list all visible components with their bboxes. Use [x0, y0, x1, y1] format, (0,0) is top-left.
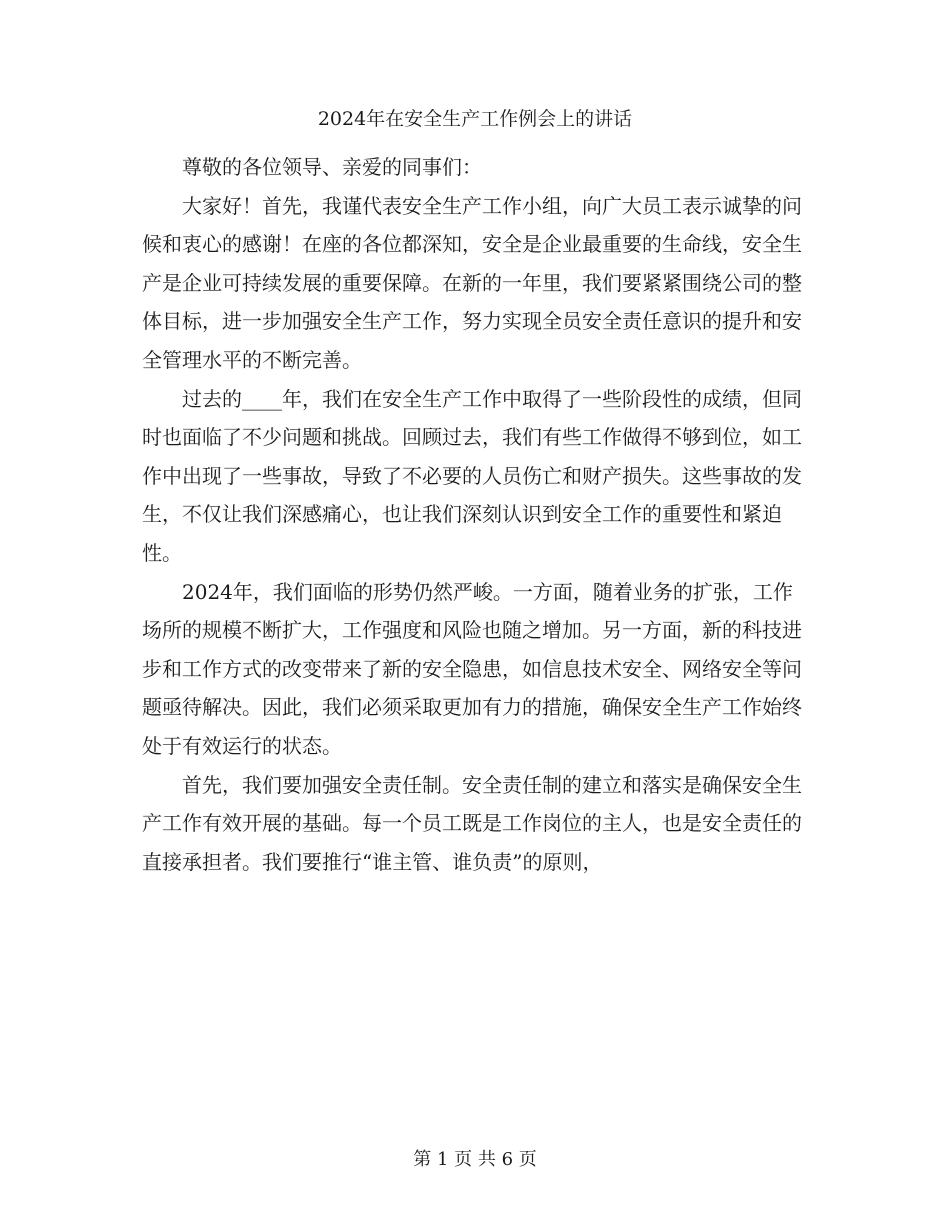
document-body — [142, 148, 802, 881]
page-footer: 第 1 页 共 6 页 — [413, 1149, 537, 1170]
paragraph-salutation: 尊敬的各位领导、亲爱的同事们： — [182, 155, 482, 179]
paragraph-responsibility: 首先，我们要加强安全责任制。安全责任制的建立和落实是确保安全生产工作有效开展的基础。每一个员工既是工作岗位的主人，也是安全责任的直接承担者。我们要推行“谁主管、谁负责”的原则， — [142, 772, 802, 874]
paragraph-review: 过去的____年，我们在安全生产工作中取得了一些阶段性的成绩，但同时也面临了不少问题和挑战。回顾过去，我们有些工作做得不够到位，如工作中出现了一些事故，导致了不必要的人员伤亡和财产损失。这些事故的发生，不仅让我们深感痛心，也让我们深刻认识到安全工作的重要性和紧迫性。 — [142, 386, 802, 565]
document-title: 2024年在安全生产工作例会上的讲话 — [317, 108, 633, 130]
paragraph-greeting: 大家好！首先，我谨代表安全生产工作小组，向广大员工表示诚挚的问候和衷心的感谢！在座的各位都深知，安全是企业最重要的生命线，安全生产是企业可持续发展的重要保障。在新的一年里，我们要紧紧围绕公司的整体目标，进一步加强安全生产工作，努力实现全员安全责任意识的提升和安全管理水平的不断完善。 — [142, 193, 802, 372]
paragraph-situation: 2024年，我们面临的形势仍然严峻。一方面，随着业务的扩张，工作场所的规模不断扩大，工作强度和风险也随之增加。另一方面，新的科技进步和工作方式的改变带来了新的安全隐患，如信息技术安全、网络安全等问题亟待解决。因此，我们必须采取更加有力的措施，确保安全生产工作始终处于有效运行的状态。 — [142, 579, 802, 758]
